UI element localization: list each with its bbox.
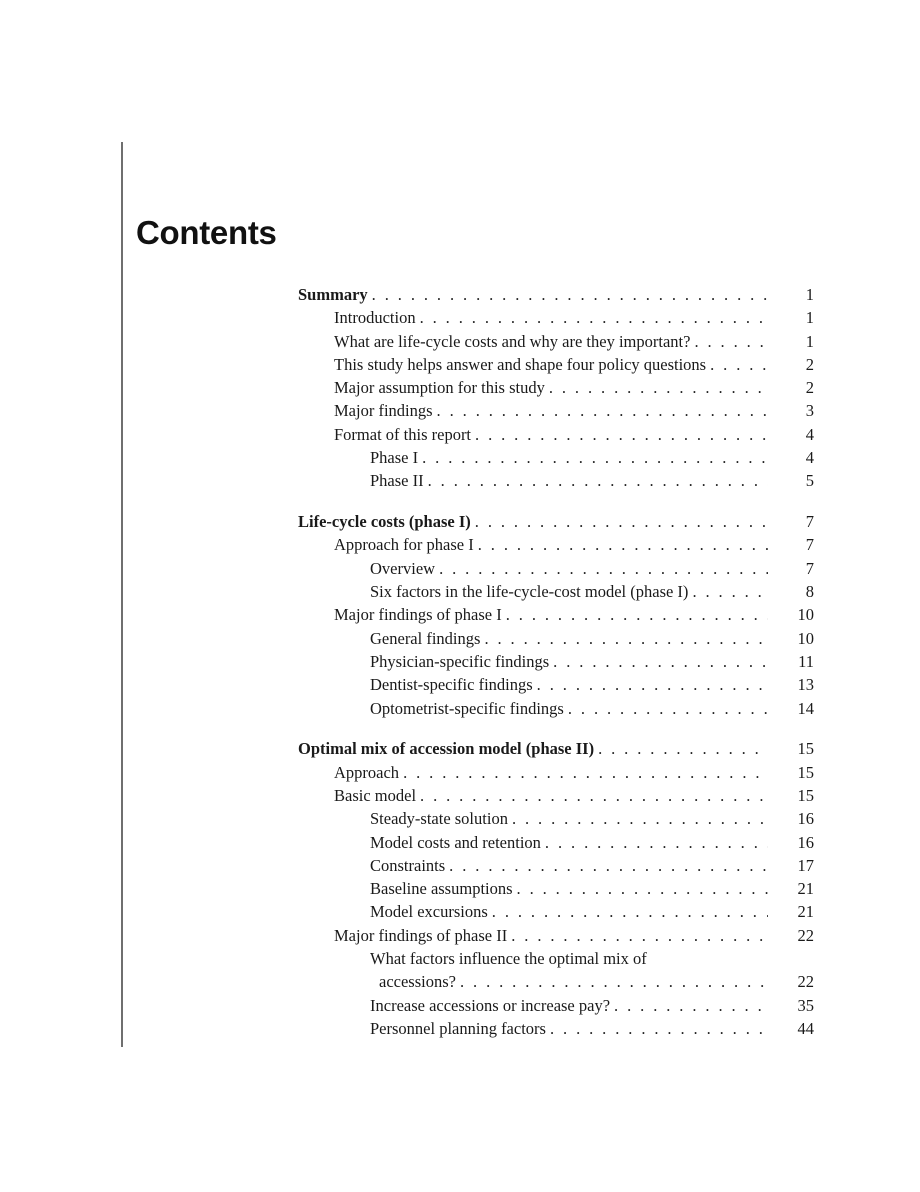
toc-entry-page-number: 17 [797, 855, 814, 875]
toc-entry-page-number: 4 [805, 448, 814, 468]
toc-entry-page-number: 35 [797, 995, 814, 1015]
toc-entry[interactable] [298, 423, 814, 446]
toc-entry-page-number: 8 [805, 582, 814, 602]
toc-entry[interactable] [298, 697, 814, 720]
dot-leader [512, 807, 768, 830]
toc-entry-page-number: 15 [797, 762, 814, 782]
toc-entry-page-number: 1 [805, 331, 814, 351]
dot-leader [478, 533, 768, 556]
toc-entry-label: Format of this report [334, 424, 472, 444]
toc-entry-page-number: 11 [798, 651, 814, 671]
toc-entry[interactable] [298, 330, 814, 353]
dot-leader [475, 510, 768, 533]
toc-entry[interactable] [298, 557, 814, 580]
dot-leader [492, 900, 768, 923]
toc-entry-page-number: 7 [805, 535, 814, 555]
toc-entry[interactable] [298, 510, 814, 533]
dot-leader [614, 994, 768, 1017]
toc-entry[interactable] [298, 737, 814, 760]
toc-entry-page-number: 1 [805, 308, 814, 328]
toc-entry-label: Summary [298, 285, 368, 304]
toc-entry[interactable] [298, 306, 814, 329]
toc-entry-label: Six factors in the life-cycle-cost model (phase I) [370, 582, 689, 602]
toc-entry[interactable] [298, 650, 814, 673]
toc-entry-page-number: 21 [797, 879, 814, 899]
dot-leader [568, 697, 768, 720]
toc-entry-label: Dentist-specific findings [370, 675, 533, 695]
toc-entry[interactable] [298, 283, 814, 306]
toc-entry[interactable] [298, 446, 814, 469]
toc-entry[interactable] [298, 807, 814, 830]
toc-entry[interactable] [298, 854, 814, 877]
toc-entry-page-number: 16 [797, 832, 814, 852]
toc-entry[interactable] [298, 970, 814, 993]
toc-entry[interactable] [298, 399, 814, 422]
toc-section [298, 737, 814, 1040]
toc-entry[interactable] [298, 761, 814, 784]
toc-entry[interactable] [298, 947, 814, 970]
dot-leader [372, 283, 768, 306]
table-of-contents [298, 283, 814, 1058]
dot-leader [710, 353, 768, 376]
toc-entry-label: Baseline assumptions [370, 879, 513, 899]
toc-entry-label: Introduction [334, 308, 416, 328]
dot-leader [420, 784, 768, 807]
dot-leader [517, 877, 768, 900]
dot-leader [449, 854, 768, 877]
dot-leader [692, 580, 768, 603]
dot-leader [550, 1017, 768, 1040]
toc-entry[interactable] [298, 900, 814, 923]
dot-leader [537, 673, 768, 696]
toc-entry-label: General findings [370, 628, 481, 648]
toc-entry-label: Approach for phase I [334, 535, 474, 555]
dot-leader [428, 469, 768, 492]
dot-leader [506, 603, 768, 626]
toc-entry-page-number: 22 [797, 925, 814, 945]
dot-leader [460, 970, 768, 993]
toc-entry[interactable] [298, 580, 814, 603]
page-title: Contents [136, 214, 277, 251]
toc-entry-page-number: 21 [797, 902, 814, 922]
toc-entry[interactable] [298, 994, 814, 1017]
toc-entry-label: What factors influence the optimal mix of [370, 949, 647, 969]
toc-entry-label: Major assumption for this study [334, 378, 545, 398]
toc-entry-page-number: 3 [805, 401, 814, 421]
dot-leader [437, 399, 768, 422]
dot-leader [694, 330, 768, 353]
toc-entry[interactable] [298, 924, 814, 947]
toc-entry-label: Approach [334, 762, 400, 782]
dot-leader [511, 924, 768, 947]
toc-entry[interactable] [298, 376, 814, 399]
toc-entry-page-number: 2 [805, 378, 814, 398]
toc-entry[interactable] [298, 353, 814, 376]
dot-leader [545, 831, 768, 854]
toc-entry-page-number: 10 [797, 605, 814, 625]
toc-entry-page-number: 15 [797, 785, 814, 805]
toc-entry-label: Physician-specific findings [370, 651, 550, 671]
toc-entry[interactable] [298, 627, 814, 650]
dot-leader [549, 376, 768, 399]
dot-leader [484, 627, 768, 650]
toc-entry-page-number: 4 [805, 424, 814, 444]
toc-entry-label: Basic model [334, 785, 417, 805]
toc-entry-label: This study helps answer and shape four policy questions [334, 354, 707, 374]
dot-leader [598, 737, 768, 760]
toc-entry-label: Major findings of phase I [334, 605, 502, 625]
toc-entry[interactable] [298, 469, 814, 492]
toc-entry-label: Personnel planning factors [370, 1018, 546, 1038]
toc-entry-page-number: 1 [805, 285, 814, 304]
toc-entry-label: Increase accessions or increase pay? [370, 995, 611, 1015]
toc-entry-page-number: 10 [797, 628, 814, 648]
dot-leader [420, 306, 768, 329]
toc-entry-page-number: 13 [797, 675, 814, 695]
toc-entry-page-number: 44 [797, 1018, 814, 1038]
toc-entry-label: What are life-cycle costs and why are they important? [334, 331, 691, 351]
toc-entry-label: Steady-state solution [370, 809, 508, 829]
toc-entry-page-number: 15 [797, 739, 814, 759]
toc-entry-page-number: 22 [797, 972, 814, 992]
toc-entry-label: Overview [370, 558, 436, 578]
toc-entry-page-number: 16 [797, 809, 814, 829]
toc-entry[interactable] [298, 603, 814, 626]
toc-entry-page-number: 2 [805, 354, 814, 374]
toc-entry-label: Major findings [334, 401, 433, 421]
dot-leader [439, 557, 768, 580]
toc-entry-label: Phase I [370, 448, 419, 468]
margin-rule [121, 142, 123, 1047]
toc-entry-label: Model costs and retention [370, 832, 541, 852]
toc-entry-label: Major findings of phase II [334, 925, 508, 945]
toc-entry-label: Optimal mix of accession model (phase II) [298, 739, 595, 759]
toc-entry-label: Optometrist-specific findings [370, 698, 564, 718]
toc-entry-label: Life-cycle costs (phase I) [298, 512, 471, 532]
toc-entry[interactable] [298, 1017, 814, 1040]
dot-leader [422, 446, 768, 469]
toc-entry-page-number: 7 [805, 558, 814, 578]
toc-section [298, 510, 814, 720]
dot-leader [553, 650, 768, 673]
toc-entry-label: Model excursions [370, 902, 488, 922]
toc-entry-page-number: 5 [805, 471, 814, 491]
dot-leader [403, 761, 768, 784]
toc-entry-label: accessions? [379, 972, 456, 992]
toc-entry[interactable] [298, 784, 814, 807]
toc-entry-label: Constraints [370, 855, 446, 875]
toc-entry[interactable] [298, 831, 814, 854]
toc-entry[interactable] [298, 533, 814, 556]
toc-section [298, 283, 814, 493]
toc-entry[interactable] [298, 877, 814, 900]
toc-entry[interactable] [298, 673, 814, 696]
toc-entry-page-number: 14 [797, 698, 814, 718]
dot-leader [475, 423, 768, 446]
toc-entry-page-number: 7 [805, 512, 814, 532]
toc-entry-label: Phase II [370, 471, 424, 491]
